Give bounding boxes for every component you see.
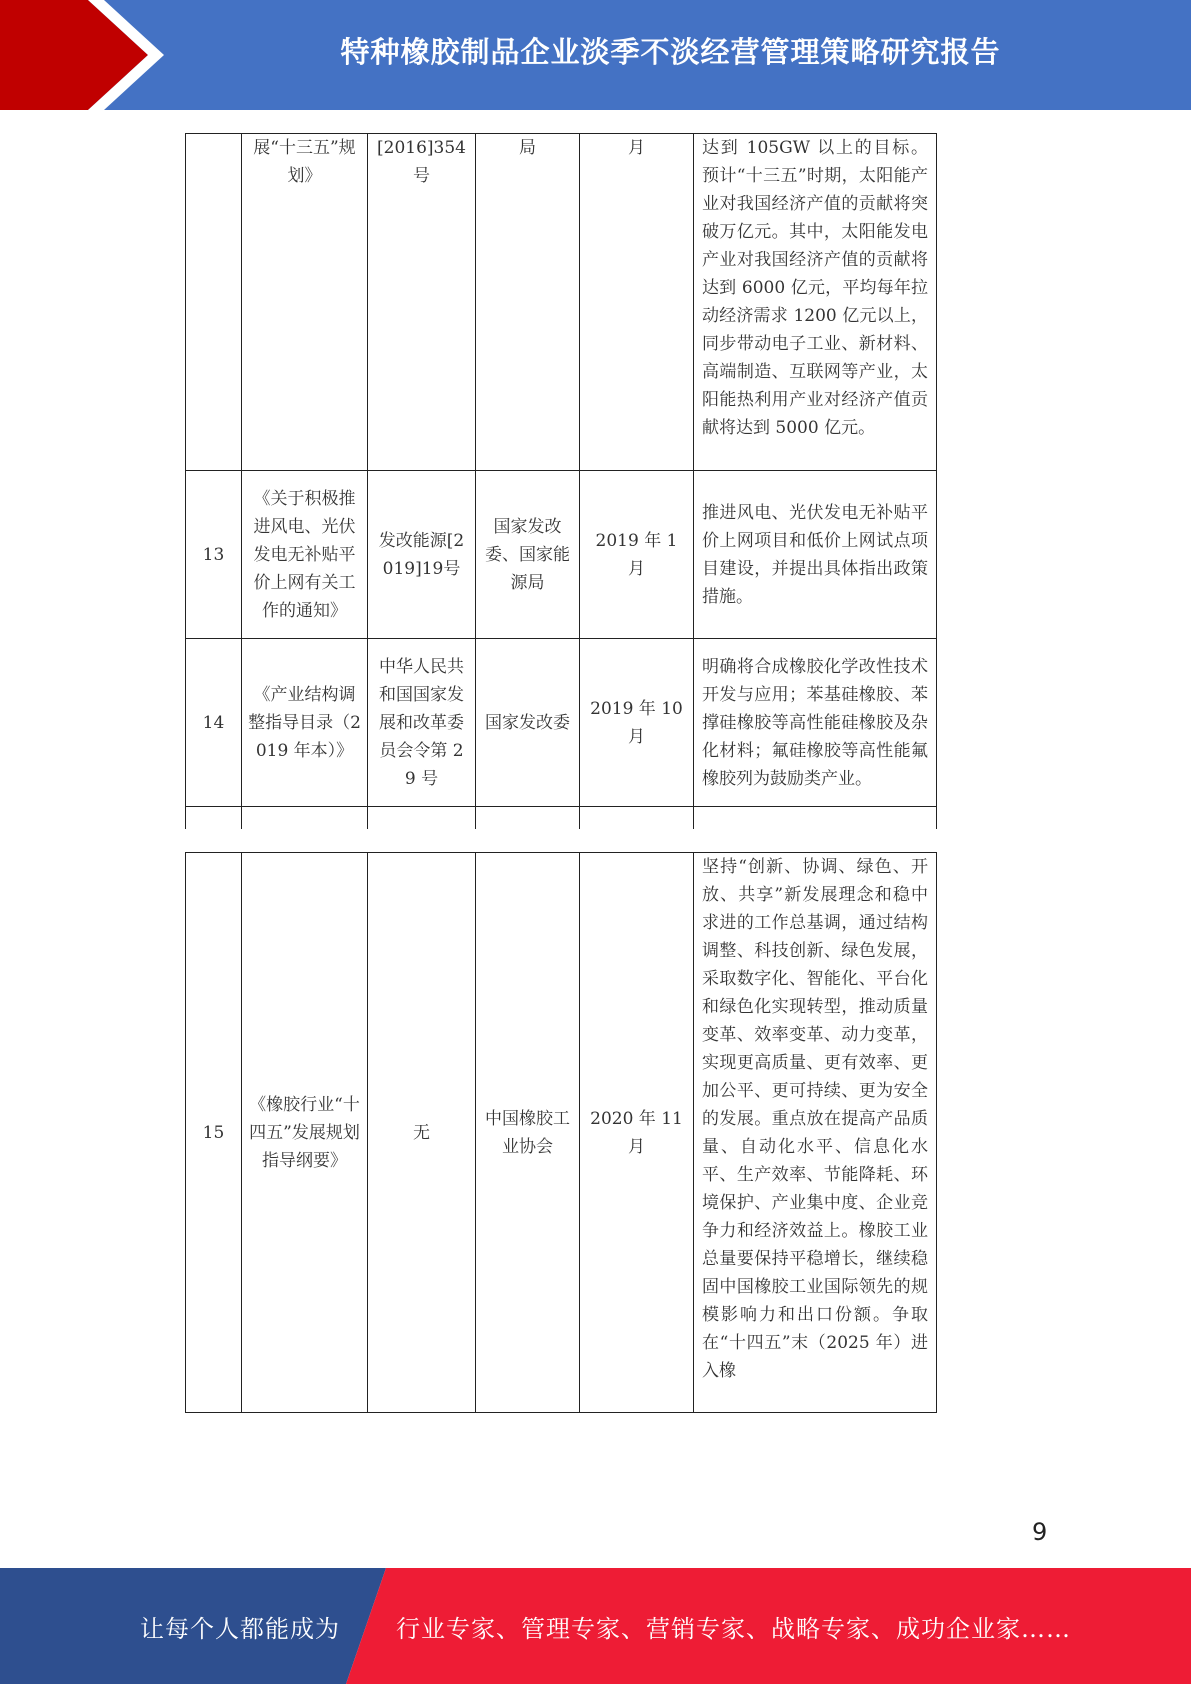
issuing-authority: 国家发改委: [476, 639, 580, 807]
report-title: 特种橡胶制品企业淡季不淡经营管理策略研究报告: [340, 34, 1001, 69]
issue-date: 2019 年 1 月: [580, 471, 694, 639]
issue-date: 2019 年 10 月: [580, 639, 694, 807]
issue-date: 2020 年 11 月: [580, 853, 694, 1413]
policy-content: 达到 105GW 以上的目标。预计“十三五”时期，太阳能产业对我国经济产值的贡献将突破万亿元。其中，太阳能发电产业对我国经济产值的贡献将达到 6000 亿元，平均每年拉动经济需求 1200 亿元以上，同步带动电子工业、新材料、高端制造、互联网等产业，太阳能热利用产业对经济产值贡献将达到 5000 亿元。: [694, 134, 937, 471]
footer-slogan-left: 让每个人都能成为: [140, 1614, 340, 1643]
policy-name: 《关于积极推进风电、光伏发电无补贴平价上网有关工作的通知》: [242, 471, 368, 639]
policy-table-part1: [185, 133, 937, 829]
header-banner: [0, 0, 1191, 110]
issue-date: 月: [580, 134, 694, 471]
table-row: [186, 853, 937, 1413]
footer-slogan-right: 行业专家、管理专家、营销专家、战略专家、成功企业家……: [396, 1614, 1071, 1643]
document-number: 中华人民共和国国家发展和改革委员会令第 29 号: [368, 639, 476, 807]
row-number: 13: [186, 471, 242, 639]
issuing-authority: 局: [476, 134, 580, 471]
policy-table-part2: [185, 852, 937, 1413]
footer-banner: [0, 1568, 1191, 1684]
issuing-authority: 中国橡胶工业协会: [476, 853, 580, 1413]
policy-name: 展“十三五”规划》: [242, 134, 368, 471]
table-row: [186, 134, 937, 471]
page-number: 9: [1032, 1518, 1048, 1546]
policy-content: 推进风电、光伏发电无补贴平价上网项目和低价上网试点项目建设，并提出具体指出政策措施。: [694, 471, 937, 639]
row-number: 15: [186, 853, 242, 1413]
policy-content: 坚持“创新、协调、绿色、开放、共享”新发展理念和稳中求进的工作总基调，通过结构调整、科技创新、绿色发展，采取数字化、智能化、平台化和绿色化实现转型，推动质量变革、效率变革、动力变革，实现更高质量、更有效率、更加公平、更可持续、更为安全的发展。重点放在提高产品质量、自动化水平、信息化水平、生产效率、节能降耗、环境保护、产业集中度、企业竞争力和经济效益上。橡胶工业总量要保持平稳增长，继续稳固中国橡胶工业国际领先的规模影响力和出口份额。争取在“十四五”末（2025 年）进入橡: [694, 853, 937, 1413]
policy-content: 明确将合成橡胶化学改性技术开发与应用；苯基硅橡胶、苯撑硅橡胶等高性能硅橡胶及杂化材料；氟硅橡胶等高性能氟橡胶列为鼓励类产业。: [694, 639, 937, 807]
row-number: [186, 134, 242, 471]
policy-name: 《产业结构调整指导目录（2019 年本）》: [242, 639, 368, 807]
policy-name: 《橡胶行业“十四五”发展规划指导纲要》: [242, 853, 368, 1413]
row-number: 14: [186, 639, 242, 807]
document-number: [2016]354号: [368, 134, 476, 471]
document-number: 发改能源[2019]19号: [368, 471, 476, 639]
table-row: [186, 639, 937, 807]
table-continuation-stub: [186, 807, 937, 830]
document-number: 无: [368, 853, 476, 1413]
issuing-authority: 国家发改委、国家能源局: [476, 471, 580, 639]
table-row: [186, 471, 937, 639]
